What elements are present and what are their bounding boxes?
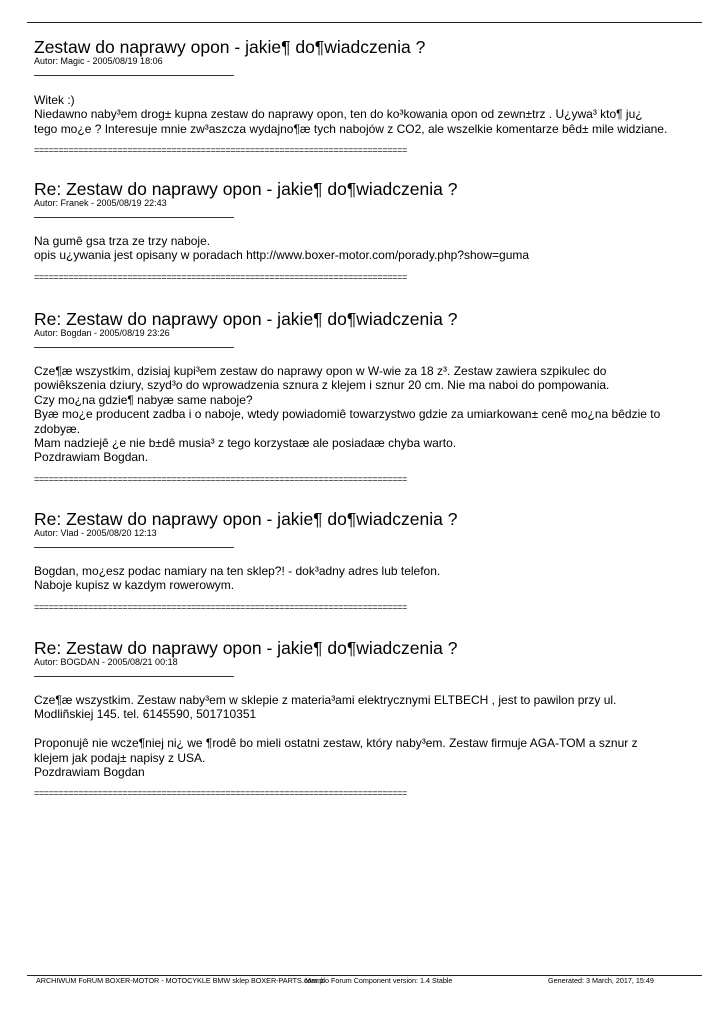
- post-author-date: Autor: BOGDAN - 2005/08/21 00:18: [34, 657, 178, 667]
- post-title: Re: Zestaw do naprawy opon - jakie¶ do¶wiadczenia ?: [34, 509, 458, 529]
- top-rule: [27, 22, 702, 23]
- post: [34, 638, 694, 798]
- post-line: Bogdan, mo¿esz podac namiary na ten sklep?! - dok³adny adres lub telefon.: [34, 564, 441, 578]
- post-line: Pozdrawiam Bogdan: [34, 765, 145, 780]
- post-line: Proponujê nie wcze¶niej ni¿ we ¶rodê bo mieli ostatni zestaw, który naby³em. Zestaw firmuje AGA-TOM a sznur z: [34, 736, 638, 751]
- post-title: Re: Zestaw do naprawy opon - jakie¶ do¶wiadczenia ?: [34, 638, 458, 658]
- post-title: Re: Zestaw do naprawy opon - jakie¶ do¶wiadczenia ?: [34, 179, 458, 199]
- post-line: Niedawno naby³em drog± kupna zestaw do naprawy opon, ten do ko³kowania opon od zewn±trz . U¿ywa³ kto¶ ju¿: [34, 107, 643, 122]
- footer-site-name: ARCHIWUM FoRUM BOXER-MOTOR - MOTOCYKLE BMW sklep BOXER-PARTS.com.pl: [36, 976, 325, 985]
- post-separator: ============================================================================: [34, 601, 407, 612]
- post-line: Na gumê gsa trza ze trzy naboje.: [34, 234, 211, 248]
- post-body: [34, 364, 694, 465]
- divider: [34, 217, 234, 218]
- post-line: powiêkszenia dziury, szyd³o do wprowadzenia sznura z klejem i sznur 20 cm. Nie ma naboi do pompowania.: [34, 378, 610, 393]
- post-line: Cze¶æ wszystkim, dzisiaj kupi³em zestaw do naprawy opon w W-wie za 18 z³. Zestaw zawiera szpikulec do: [34, 364, 607, 378]
- post-line: tego mo¿e ? Interesuje mnie zw³aszcza wydajno¶æ tych nabojów z CO2, ale wszelkie komentarze bêd± mile widziane.: [34, 121, 668, 136]
- footer-generated-date: Generated: 3 March, 2017, 15:49: [548, 976, 654, 985]
- post-separator: ============================================================================: [34, 271, 407, 282]
- post-line: zdobyæ.: [34, 421, 81, 436]
- post-line: klejem jak podaj± napisy z USA.: [34, 750, 206, 765]
- post: [34, 179, 694, 282]
- post-separator: ============================================================================: [34, 788, 407, 799]
- post-author-date: Autor: Bogdan - 2005/08/19 23:26: [34, 328, 170, 338]
- post-author-date: Autor: Vlad - 2005/08/20 12:13: [34, 528, 157, 538]
- post-body: [34, 234, 694, 263]
- post-body: [34, 93, 694, 136]
- post: [34, 37, 694, 155]
- divider: [34, 75, 234, 76]
- post-line: Cze¶æ wszystkim. Zestaw naby³em w sklepie z materia³ami elektrycznymi ELTBECH , jest to pawilon przy ul.: [34, 693, 617, 707]
- divider: [34, 547, 234, 548]
- post-author-date: Autor: Magic - 2005/08/19 18:06: [34, 56, 163, 66]
- post: [34, 309, 694, 484]
- post-separator: ============================================================================: [34, 473, 407, 484]
- post-line: Modliñskiej 145. tel. 6145590, 501710351: [34, 707, 257, 722]
- footer-component-version: Mambo Forum Component version: 1.4 Stable: [305, 976, 453, 985]
- paragraph-gap: [34, 722, 694, 736]
- post-body: [34, 693, 694, 779]
- post-author-date: Autor: Franek - 2005/08/19 22:43: [34, 198, 167, 208]
- post-separator: ============================================================================: [34, 145, 407, 156]
- post-body: [34, 564, 694, 593]
- post-line: Witek :): [34, 93, 75, 107]
- post-line: Czy mo¿na gdzie¶ nabyæ same naboje?: [34, 392, 253, 407]
- post-line: Naboje kupisz w kazdym rowerowym.: [34, 578, 235, 593]
- post-line: Byæ mo¿e producent zadba i o naboje, wtedy powiadomiê towarzystwo gdzie za umiarkowan± cenê mo¿na bêdzie to: [34, 407, 661, 422]
- post-line: Pozdrawiam Bogdan.: [34, 450, 149, 465]
- divider: [34, 347, 234, 348]
- post-title: Zestaw do naprawy opon - jakie¶ do¶wiadczenia ?: [34, 37, 426, 57]
- divider: [34, 676, 234, 677]
- post-line: opis u¿ywania jest opisany w poradach http://www.boxer-motor.com/porady.php?show=guma: [34, 248, 530, 263]
- post: [34, 509, 694, 612]
- post-line: Mam nadziejê ¿e nie b±dê musia³ z tego korzystaæ ale posiadaæ chyba warto.: [34, 436, 457, 451]
- post-title: Re: Zestaw do naprawy opon - jakie¶ do¶wiadczenia ?: [34, 309, 458, 329]
